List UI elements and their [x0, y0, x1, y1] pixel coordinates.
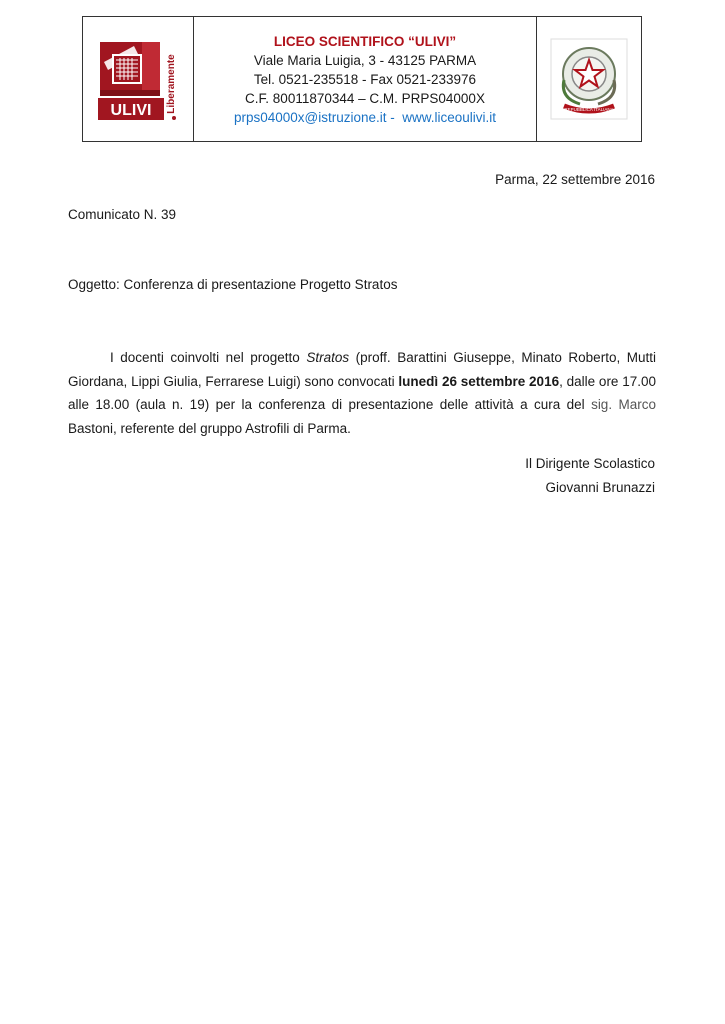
school-logo [94, 34, 182, 124]
svg-text:ULIVI: ULIVI [110, 102, 152, 119]
emblem-cell [537, 17, 641, 141]
email-link[interactable]: prps04000x@istruzione.it [233, 109, 387, 125]
school-logo-cell [83, 17, 194, 141]
signature-block [525, 452, 655, 500]
emblem-ribbon-text: REPUBBLICA ITALIANA [564, 107, 614, 112]
letter-date: Parma, 22 settembre 2016 [495, 172, 655, 187]
italian-republic-emblem [550, 38, 628, 120]
speaker-title: sig. Marco [591, 397, 656, 412]
contact-line [234, 108, 496, 127]
school-info [194, 17, 537, 141]
letterhead [82, 16, 642, 142]
svg-text:Liberamente: Liberamente [166, 54, 177, 114]
signature-role: Il Dirigente Scolastico [525, 456, 655, 471]
letter-subject: Oggetto: Conferenza di presentazione Progetto Stratos [68, 277, 398, 292]
project-name: Stratos [306, 350, 350, 365]
body-part-4: Bastoni, referente del gruppo Astrofili di Parma. [68, 420, 351, 436]
school-address: Viale Maria Luigia, 3 - 43125 PARMA [253, 52, 477, 68]
body-part-1: I docenti coinvolti nel progetto [110, 350, 307, 365]
contact-separator: - [386, 109, 403, 125]
website-link[interactable]: www.liceoulivi.it [402, 109, 497, 125]
communication-number: Comunicato N. 39 [68, 207, 177, 222]
signature-name: Giovanni Brunazzi [545, 480, 655, 495]
school-name: LICEO SCIENTIFICO “ULIVI” [273, 33, 457, 49]
body-part-3: , dalle ore 17.00 alle 18.00 (aula n. 19) per la conferenza di presentazione delle attività a cura del [68, 373, 657, 412]
letter-body [68, 346, 656, 440]
school-codes: C.F. 80011870344 – C.M. PRPS04000X [245, 90, 485, 106]
body-part-2: (proff. Barattini Giuseppe, Minato Roberto, Mutti Giordana, Lippi Giulia, Ferrarese Luigi) sono convocati [68, 350, 656, 389]
meeting-date: lunedì 26 settembre 2016 [398, 373, 560, 389]
school-phone-fax: Tel. 0521-235518 - Fax 0521-233976 [253, 71, 477, 87]
